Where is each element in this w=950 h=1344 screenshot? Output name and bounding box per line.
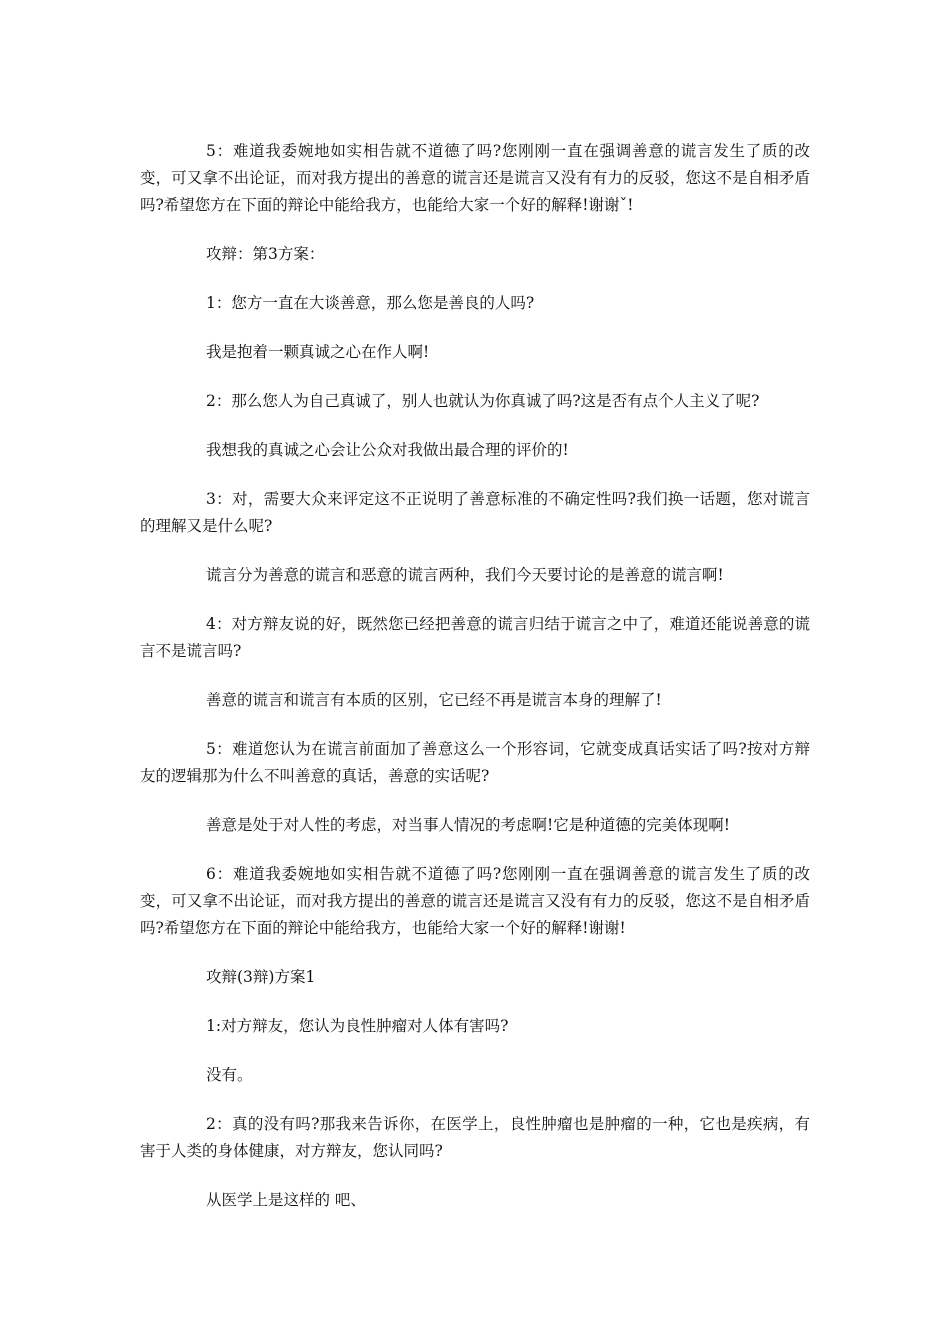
paragraph: 5：难道您认为在谎言前面加了善意这么一个形容词，它就变成真话实话了吗?按对方辩友的逻辑那为什么不叫善意的真话，善意的实话呢?	[140, 740, 810, 785]
section-heading: 攻辩：第3方案：	[206, 245, 325, 263]
paragraph: 2：真的没有吗?那我来告诉你，在医学上，良性肿瘤也是肿瘤的一种，它也是疾病，有害于人类的身体健康，对方辩友，您认同吗?	[140, 1115, 810, 1160]
paragraph: 善意是处于对人性的考虑，对当事人情况的考虑啊!它是种道德的完美体现啊!	[206, 816, 730, 834]
paragraph: 谎言分为善意的谎言和恶意的谎言两种，我们今天要讨论的是善意的谎言啊!	[206, 566, 724, 584]
paragraph: 我想我的真诚之心会让公众对我做出最合理的评价的!	[206, 441, 569, 459]
paragraph: 我是抱着一颗真诚之心在作人啊!	[206, 343, 430, 361]
paragraph: 3：对，需要大众来评定这不正说明了善意标准的不确定性吗?我们换一话题，您对谎言的理解又是什么呢?	[140, 490, 810, 535]
paragraph: 没有。	[206, 1066, 253, 1084]
paragraph: 善意的谎言和谎言有本质的区别，它已经不再是谎言本身的理解了!	[206, 691, 662, 709]
paragraph: 6：难道我委婉地如实相告就不道德了吗?您刚刚一直在强调善意的谎言发生了质的改变，可又拿不出论证，而对我方提出的善意的谎言还是谎言又没有有力的反驳，您这不是自相矛盾吗?希望您方在下面的辩论中能给我方，也能给大家一个好的解释!谢谢!	[140, 865, 810, 937]
paragraph: 5：难道我委婉地如实相告就不道德了吗?您刚刚一直在强调善意的谎言发生了质的改变，可又拿不出论证，而对我方提出的善意的谎言还是谎言又没有有力的反驳，您这不是自相矛盾吗?希望您方在下面的辩论中能给我方，也能给大家一个好的解释!谢谢ˇ!	[140, 142, 810, 214]
section-heading: 攻辩(3辩)方案1	[206, 968, 316, 986]
paragraph: 4：对方辩友说的好，既然您已经把善意的谎言归结于谎言之中了，难道还能说善意的谎言不是谎言吗?	[140, 615, 810, 660]
document-body	[140, 138, 810, 1236]
paragraph: 从医学上是这样的 吧、	[206, 1191, 366, 1209]
paragraph: 2：那么您人为自己真诚了，别人也就认为你真诚了吗?这是否有点个人主义了呢?	[206, 392, 760, 410]
paragraph: 1:对方辩友，您认为良性肿瘤对人体有害吗?	[206, 1017, 509, 1035]
paragraph: 1：您方一直在大谈善意，那么您是善良的人吗?	[206, 294, 535, 312]
